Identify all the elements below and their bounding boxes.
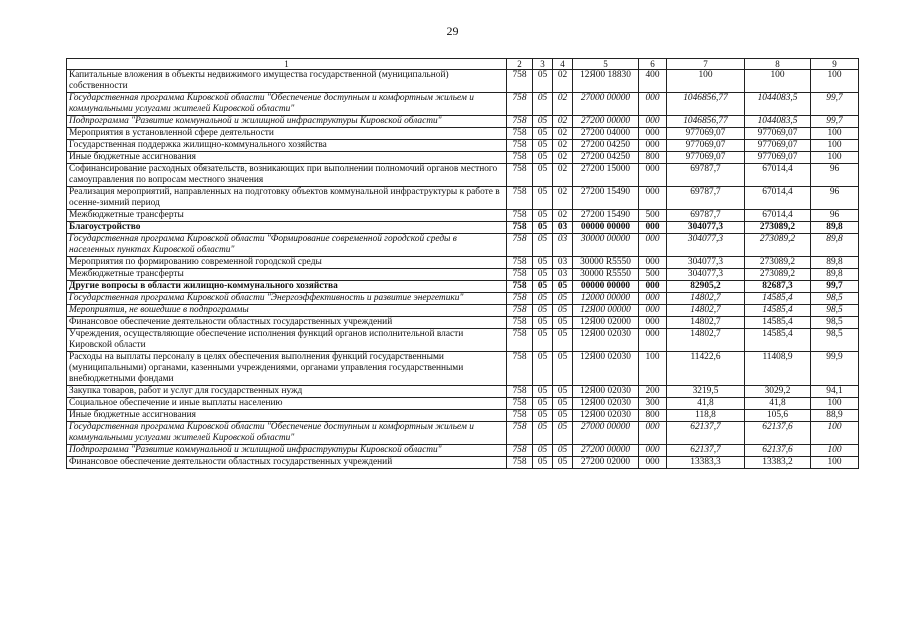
subsection-code-cell: 05 — [553, 398, 573, 410]
ministry-code-cell: 758 — [507, 234, 533, 257]
actual-amount-cell: 13383,2 — [745, 457, 811, 469]
expense-type-cell: 000 — [639, 422, 667, 445]
table-row — [67, 352, 859, 386]
percent-cell: 100 — [811, 398, 859, 410]
section-code-cell: 05 — [533, 210, 553, 222]
ministry-code-cell: 758 — [507, 93, 533, 116]
table-row — [67, 164, 859, 187]
subsection-code-cell: 05 — [553, 305, 573, 317]
expense-type-cell: 000 — [639, 305, 667, 317]
actual-amount-cell: 3029,2 — [745, 386, 811, 398]
table-row — [67, 152, 859, 164]
subsection-code-cell: 02 — [553, 164, 573, 187]
section-code-cell: 05 — [533, 317, 553, 329]
actual-amount-cell: 41,8 — [745, 398, 811, 410]
planned-amount-cell: 14802,7 — [667, 317, 745, 329]
ministry-code-cell: 758 — [507, 164, 533, 187]
subsection-code-cell: 05 — [553, 445, 573, 457]
table-row — [67, 140, 859, 152]
subsection-code-cell: 02 — [553, 128, 573, 140]
expense-type-cell: 000 — [639, 187, 667, 210]
ministry-code-cell: 758 — [507, 152, 533, 164]
planned-amount-cell: 118,8 — [667, 410, 745, 422]
percent-cell: 100 — [811, 70, 859, 93]
subsection-code-cell: 02 — [553, 116, 573, 128]
percent-cell: 100 — [811, 152, 859, 164]
section-code-cell: 05 — [533, 234, 553, 257]
target-article-cell: 27000 00000 — [573, 93, 639, 116]
expense-name-cell: Финансовое обеспечение деятельности областных государственных учреждений — [67, 457, 507, 469]
ministry-code-cell: 758 — [507, 305, 533, 317]
planned-amount-cell: 977069,07 — [667, 140, 745, 152]
section-code-cell: 05 — [533, 329, 553, 352]
target-article-cell: 00000 00000 — [573, 281, 639, 293]
expense-name-cell: Другие вопросы в области жилищно-коммунального хозяйства — [67, 281, 507, 293]
table-row — [67, 93, 859, 116]
section-code-cell: 05 — [533, 222, 553, 234]
target-article-cell: 27200 04250 — [573, 152, 639, 164]
percent-cell: 98,5 — [811, 329, 859, 352]
expense-name-cell: Иные бюджетные ассигнования — [67, 410, 507, 422]
planned-amount-cell: 304077,3 — [667, 222, 745, 234]
planned-amount-cell: 3219,5 — [667, 386, 745, 398]
header-cell: 9 — [811, 59, 859, 70]
planned-amount-cell: 304077,3 — [667, 269, 745, 281]
actual-amount-cell: 67014,4 — [745, 187, 811, 210]
planned-amount-cell: 100 — [667, 70, 745, 93]
table-row — [67, 329, 859, 352]
table-row — [67, 398, 859, 410]
target-article-cell: 12Я00 18830 — [573, 70, 639, 93]
header-cell: 6 — [639, 59, 667, 70]
percent-cell: 98,5 — [811, 317, 859, 329]
target-article-cell: 27200 00000 — [573, 116, 639, 128]
expense-name-cell: Иные бюджетные ассигнования — [67, 152, 507, 164]
planned-amount-cell: 13383,3 — [667, 457, 745, 469]
actual-amount-cell: 62137,6 — [745, 422, 811, 445]
expense-type-cell: 400 — [639, 70, 667, 93]
section-code-cell: 05 — [533, 187, 553, 210]
ministry-code-cell: 758 — [507, 317, 533, 329]
percent-cell: 99,9 — [811, 352, 859, 386]
percent-cell: 99,7 — [811, 281, 859, 293]
section-code-cell: 05 — [533, 281, 553, 293]
percent-cell: 99,7 — [811, 116, 859, 128]
expense-type-cell: 800 — [639, 410, 667, 422]
planned-amount-cell: 304077,3 — [667, 257, 745, 269]
section-code-cell: 05 — [533, 352, 553, 386]
expense-name-cell: Закупка товаров, работ и услуг для государственных нужд — [67, 386, 507, 398]
subsection-code-cell: 03 — [553, 269, 573, 281]
subsection-code-cell: 03 — [553, 222, 573, 234]
percent-cell: 99,7 — [811, 93, 859, 116]
expense-type-cell: 000 — [639, 116, 667, 128]
table-row — [67, 293, 859, 305]
actual-amount-cell: 14585,4 — [745, 329, 811, 352]
percent-cell: 96 — [811, 164, 859, 187]
section-code-cell: 05 — [533, 269, 553, 281]
ministry-code-cell: 758 — [507, 70, 533, 93]
ministry-code-cell: 758 — [507, 269, 533, 281]
table-row — [67, 317, 859, 329]
expense-name-cell: Подпрограмма "Развитие коммунальной и жилищной инфраструктуры Кировской области" — [67, 445, 507, 457]
target-article-cell: 12Я00 00000 — [573, 305, 639, 317]
planned-amount-cell: 11422,6 — [667, 352, 745, 386]
subsection-code-cell: 05 — [553, 457, 573, 469]
subsection-code-cell: 03 — [553, 234, 573, 257]
target-article-cell: 27200 15490 — [573, 187, 639, 210]
ministry-code-cell: 758 — [507, 257, 533, 269]
planned-amount-cell: 1046856,77 — [667, 116, 745, 128]
ministry-code-cell: 758 — [507, 293, 533, 305]
subsection-code-cell: 02 — [553, 70, 573, 93]
expense-type-cell: 000 — [639, 281, 667, 293]
table-row — [67, 116, 859, 128]
subsection-code-cell: 05 — [553, 410, 573, 422]
expense-name-cell: Социальное обеспечение и иные выплаты населению — [67, 398, 507, 410]
actual-amount-cell: 977069,07 — [745, 128, 811, 140]
expense-name-cell: Софинансирование расходных обязательств, возникающих при выполнении полномочий органов местного самоуправления по вопросам местного значения — [67, 164, 507, 187]
planned-amount-cell: 69787,7 — [667, 187, 745, 210]
ministry-code-cell: 758 — [507, 140, 533, 152]
subsection-code-cell: 05 — [553, 386, 573, 398]
target-article-cell: 27200 04000 — [573, 128, 639, 140]
expense-name-cell: Учреждения, осуществляющие обеспечение исполнения функций органов исполнительной власти Кировской области — [67, 329, 507, 352]
header-cell: 2 — [507, 59, 533, 70]
header-row — [67, 59, 859, 70]
actual-amount-cell: 105,6 — [745, 410, 811, 422]
subsection-code-cell: 05 — [553, 281, 573, 293]
actual-amount-cell: 67014,4 — [745, 210, 811, 222]
subsection-code-cell: 05 — [553, 422, 573, 445]
subsection-code-cell: 02 — [553, 140, 573, 152]
subsection-code-cell: 05 — [553, 293, 573, 305]
expense-name-cell: Государственная программа Кировской области "Формирование современной городской среды в населенных пунктах Кировской области" — [67, 234, 507, 257]
percent-cell: 89,8 — [811, 269, 859, 281]
ministry-code-cell: 758 — [507, 128, 533, 140]
table-row — [67, 210, 859, 222]
ministry-code-cell: 758 — [507, 352, 533, 386]
percent-cell: 100 — [811, 422, 859, 445]
expense-type-cell: 000 — [639, 234, 667, 257]
section-code-cell: 05 — [533, 293, 553, 305]
actual-amount-cell: 977069,07 — [745, 140, 811, 152]
table-row — [67, 269, 859, 281]
expense-type-cell: 000 — [639, 457, 667, 469]
percent-cell: 98,5 — [811, 305, 859, 317]
section-code-cell: 05 — [533, 386, 553, 398]
header-cell: 5 — [573, 59, 639, 70]
expense-type-cell: 000 — [639, 140, 667, 152]
section-code-cell: 05 — [533, 398, 553, 410]
planned-amount-cell: 41,8 — [667, 398, 745, 410]
ministry-code-cell: 758 — [507, 281, 533, 293]
planned-amount-cell: 82905,2 — [667, 281, 745, 293]
actual-amount-cell: 14585,4 — [745, 293, 811, 305]
expense-name-cell: Подпрограмма "Развитие коммунальной и жилищной инфраструктуры Кировской области" — [67, 116, 507, 128]
subsection-code-cell: 05 — [553, 352, 573, 386]
actual-amount-cell: 62137,6 — [745, 445, 811, 457]
planned-amount-cell: 62137,7 — [667, 445, 745, 457]
subsection-code-cell: 03 — [553, 257, 573, 269]
target-article-cell: 12Я00 02030 — [573, 398, 639, 410]
expense-name-cell: Благоустройство — [67, 222, 507, 234]
expense-name-cell: Государственная программа Кировской области "Обеспечение доступным и комфортным жильем и коммунальными услугами жителей Кировской области" — [67, 422, 507, 445]
subsection-code-cell: 02 — [553, 187, 573, 210]
expense-name-cell: Реализация мероприятий, направленных на подготовку объектов коммунальной инфраструктуры к работе в осенне-зимний период — [67, 187, 507, 210]
planned-amount-cell: 977069,07 — [667, 152, 745, 164]
table-row — [67, 257, 859, 269]
header-cell: 7 — [667, 59, 745, 70]
expense-type-cell: 500 — [639, 269, 667, 281]
ministry-code-cell: 758 — [507, 187, 533, 210]
expense-type-cell: 500 — [639, 210, 667, 222]
expense-type-cell: 000 — [639, 222, 667, 234]
subsection-code-cell: 02 — [553, 152, 573, 164]
ministry-code-cell: 758 — [507, 410, 533, 422]
expense-name-cell: Мероприятия в установленной сфере деятельности — [67, 128, 507, 140]
target-article-cell: 30000 R5550 — [573, 257, 639, 269]
actual-amount-cell: 977069,07 — [745, 152, 811, 164]
header-cell: 8 — [745, 59, 811, 70]
table-row — [67, 410, 859, 422]
expense-type-cell: 000 — [639, 329, 667, 352]
percent-cell: 89,8 — [811, 222, 859, 234]
expense-type-cell: 000 — [639, 445, 667, 457]
actual-amount-cell: 14585,4 — [745, 305, 811, 317]
section-code-cell: 05 — [533, 422, 553, 445]
ministry-code-cell: 758 — [507, 210, 533, 222]
target-article-cell: 00000 00000 — [573, 222, 639, 234]
percent-cell: 94,1 — [811, 386, 859, 398]
expense-type-cell: 000 — [639, 257, 667, 269]
planned-amount-cell: 304077,3 — [667, 234, 745, 257]
expense-name-cell: Государственная программа Кировской области "Обеспечение доступным и комфортным жильем и коммунальными услугами жителей Кировской области" — [67, 93, 507, 116]
actual-amount-cell: 273089,2 — [745, 222, 811, 234]
table-row — [67, 70, 859, 93]
expense-type-cell: 000 — [639, 317, 667, 329]
target-article-cell: 12Я00 02030 — [573, 329, 639, 352]
expense-name-cell: Государственная поддержка жилищно-коммунального хозяйства — [67, 140, 507, 152]
actual-amount-cell: 1044083,5 — [745, 93, 811, 116]
percent-cell: 89,8 — [811, 234, 859, 257]
section-code-cell: 05 — [533, 116, 553, 128]
target-article-cell: 27200 00000 — [573, 445, 639, 457]
expense-name-cell: Государственная программа Кировской области "Энергоэффективность и развитие энергетики" — [67, 293, 507, 305]
ministry-code-cell: 758 — [507, 398, 533, 410]
percent-cell: 96 — [811, 210, 859, 222]
percent-cell: 100 — [811, 445, 859, 457]
section-code-cell: 05 — [533, 128, 553, 140]
header-cell: 4 — [553, 59, 573, 70]
table-row — [67, 305, 859, 317]
ministry-code-cell: 758 — [507, 329, 533, 352]
actual-amount-cell: 100 — [745, 70, 811, 93]
percent-cell: 88,9 — [811, 410, 859, 422]
actual-amount-cell: 273089,2 — [745, 234, 811, 257]
expense-type-cell: 300 — [639, 398, 667, 410]
actual-amount-cell: 273089,2 — [745, 269, 811, 281]
percent-cell: 100 — [811, 128, 859, 140]
table-row — [67, 422, 859, 445]
target-article-cell: 27200 15490 — [573, 210, 639, 222]
subsection-code-cell: 05 — [553, 317, 573, 329]
planned-amount-cell: 69787,7 — [667, 210, 745, 222]
actual-amount-cell: 1044083,5 — [745, 116, 811, 128]
actual-amount-cell: 11408,9 — [745, 352, 811, 386]
expense-name-cell: Финансовое обеспечение деятельности областных государственных учреждений — [67, 317, 507, 329]
actual-amount-cell: 67014,4 — [745, 164, 811, 187]
target-article-cell: 30000 R5550 — [573, 269, 639, 281]
target-article-cell: 12Я00 02030 — [573, 410, 639, 422]
actual-amount-cell: 273089,2 — [745, 257, 811, 269]
expense-type-cell: 100 — [639, 352, 667, 386]
expense-name-cell: Мероприятия по формированию современной городской среды — [67, 257, 507, 269]
section-code-cell: 05 — [533, 93, 553, 116]
subsection-code-cell: 02 — [553, 93, 573, 116]
target-article-cell: 27200 04250 — [573, 140, 639, 152]
table-row — [67, 457, 859, 469]
section-code-cell: 05 — [533, 140, 553, 152]
target-article-cell: 27200 15000 — [573, 164, 639, 187]
subsection-code-cell: 02 — [553, 210, 573, 222]
table-row — [67, 234, 859, 257]
target-article-cell: 30000 00000 — [573, 234, 639, 257]
table-row — [67, 128, 859, 140]
budget-table — [66, 58, 859, 469]
section-code-cell: 05 — [533, 164, 553, 187]
percent-cell: 96 — [811, 187, 859, 210]
subsection-code-cell: 05 — [553, 329, 573, 352]
section-code-cell: 05 — [533, 445, 553, 457]
target-article-cell: 27200 02000 — [573, 457, 639, 469]
expense-type-cell: 000 — [639, 93, 667, 116]
section-code-cell: 05 — [533, 70, 553, 93]
expense-type-cell: 200 — [639, 386, 667, 398]
percent-cell: 100 — [811, 457, 859, 469]
expense-type-cell: 000 — [639, 293, 667, 305]
ministry-code-cell: 758 — [507, 386, 533, 398]
section-code-cell: 05 — [533, 152, 553, 164]
planned-amount-cell: 1046856,77 — [667, 93, 745, 116]
expense-type-cell: 800 — [639, 152, 667, 164]
target-article-cell: 12000 00000 — [573, 293, 639, 305]
expense-name-cell: Межбюджетные трансферты — [67, 210, 507, 222]
percent-cell: 89,8 — [811, 257, 859, 269]
percent-cell: 98,5 — [811, 293, 859, 305]
table-row — [67, 386, 859, 398]
planned-amount-cell: 14802,7 — [667, 293, 745, 305]
ministry-code-cell: 758 — [507, 445, 533, 457]
actual-amount-cell: 82687,3 — [745, 281, 811, 293]
table-row — [67, 281, 859, 293]
section-code-cell: 05 — [533, 410, 553, 422]
expense-name-cell: Капитальные вложения в объекты недвижимого имущества государственной (муниципальной) собственности — [67, 70, 507, 93]
table-row — [67, 187, 859, 210]
planned-amount-cell: 977069,07 — [667, 128, 745, 140]
target-article-cell: 12Я00 02000 — [573, 317, 639, 329]
header-cell: 1 — [67, 59, 507, 70]
table-row — [67, 222, 859, 234]
ministry-code-cell: 758 — [507, 116, 533, 128]
target-article-cell: 12Я00 02030 — [573, 352, 639, 386]
expense-name-cell: Мероприятия, не вошедшие в подпрограммы — [67, 305, 507, 317]
ministry-code-cell: 758 — [507, 222, 533, 234]
ministry-code-cell: 758 — [507, 457, 533, 469]
section-code-cell: 05 — [533, 457, 553, 469]
expense-type-cell: 000 — [639, 164, 667, 187]
planned-amount-cell: 14802,7 — [667, 305, 745, 317]
expense-name-cell: Межбюджетные трансферты — [67, 269, 507, 281]
table-row — [67, 445, 859, 457]
percent-cell: 100 — [811, 140, 859, 152]
actual-amount-cell: 14585,4 — [745, 317, 811, 329]
section-code-cell: 05 — [533, 257, 553, 269]
planned-amount-cell: 62137,7 — [667, 422, 745, 445]
table-body — [67, 70, 859, 469]
ministry-code-cell: 758 — [507, 422, 533, 445]
expense-type-cell: 000 — [639, 128, 667, 140]
section-code-cell: 05 — [533, 305, 553, 317]
target-article-cell: 12Я00 02030 — [573, 386, 639, 398]
planned-amount-cell: 69787,7 — [667, 164, 745, 187]
expense-name-cell: Расходы на выплаты персоналу в целях обеспечения выполнения функций государственными (муниципальными) органами, казенными учреждениями, органами управления государственными внебюджетными фондами — [67, 352, 507, 386]
planned-amount-cell: 14802,7 — [667, 329, 745, 352]
header-cell: 3 — [533, 59, 553, 70]
target-article-cell: 27000 00000 — [573, 422, 639, 445]
page-number: 29 — [446, 24, 459, 38]
